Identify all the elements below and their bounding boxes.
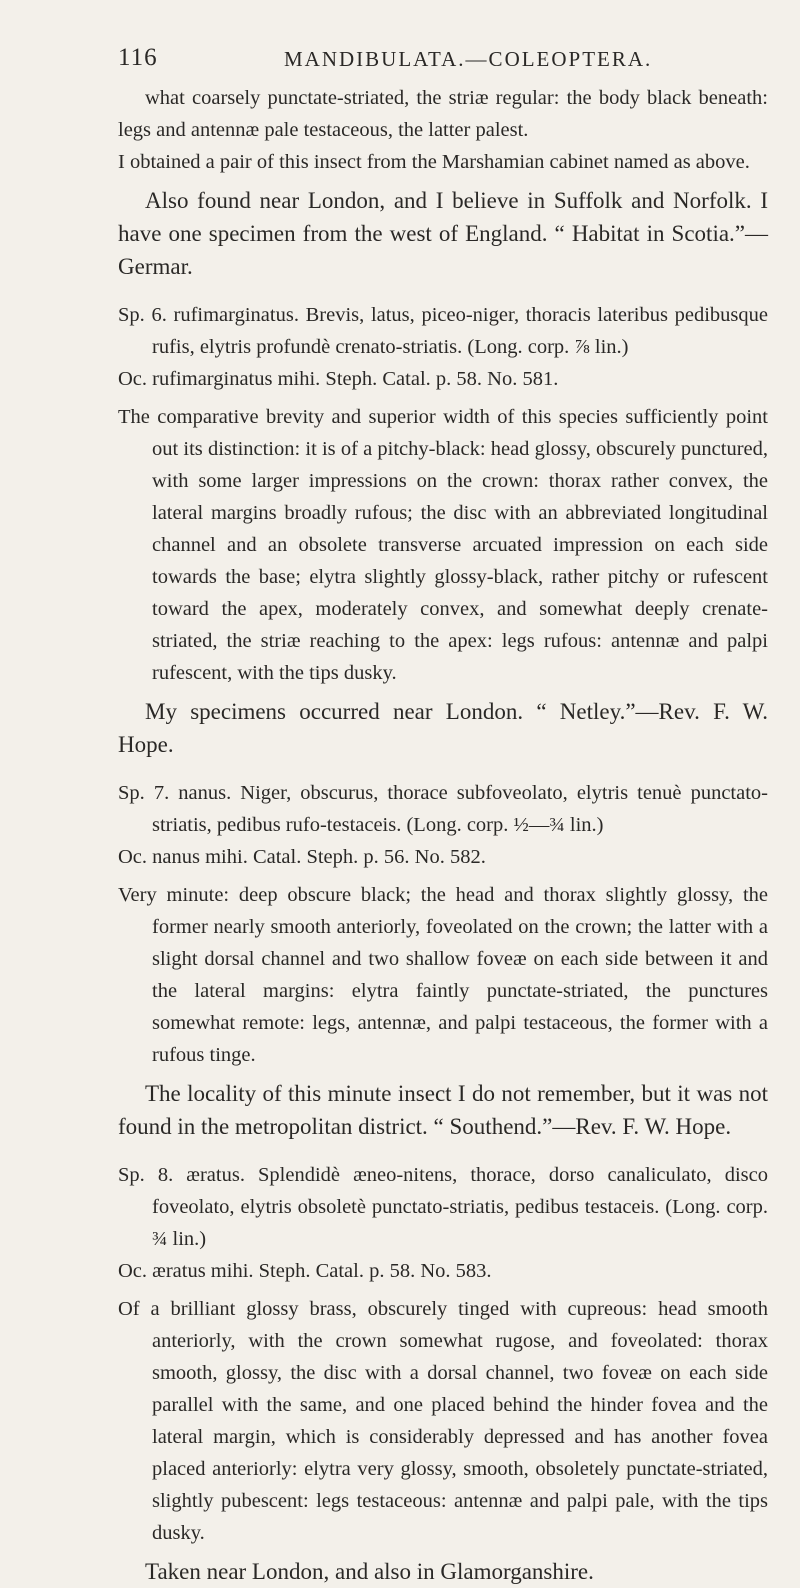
page-header (118, 44, 760, 74)
running-title: MANDIBULATA.—COLEOPTERA. (284, 47, 653, 71)
paragraph-continuation: what coarsely punctate-striated, the striæ regular: the body black beneath: legs and antennæ pale testaceous, the latter palest. (118, 87, 768, 141)
species-7-locality: The locality of this minute insect I do not remember, but it was not found in the metropolitan district. “ Southend.”—Rev. F. W. Hope. (118, 1081, 768, 1139)
paragraph-locality: Also found near London, and I believe in Suffolk and Norfolk. I have one specimen from the west of England. “ Habitat in Scotia.”—Germar. (118, 188, 768, 279)
species-7-heading: Sp. 7. nanus. Niger, obscurus, thorace subfoveolato, elytris tenuè punctato-striatis, pedibus rufo-testaceis. (Long. corp. ½—¾ lin.) (118, 782, 768, 836)
species-7-synonym: Oc. nanus mihi. Catal. Steph. p. 56. No. 582. (118, 846, 486, 868)
species-6-heading: Sp. 6. rufimarginatus. Brevis, latus, piceo-niger, thoracis lateribus pedibusque rufis, elytris profundè crenato-striatis. (Long. corp. ⅞ lin.) (118, 304, 768, 358)
species-8-heading: Sp. 8. æratus. Splendidè æneo-nitens, thorace, dorso canaliculato, disco foveolato, elytris obsoletè punctato-striatis, pedibus testaceis. (Long. corp. ¾ lin.) (118, 1164, 768, 1250)
species-8-locality: Taken near London, and also in Glamorganshire. (145, 1559, 594, 1584)
species-6-synonym: Oc. rufimarginatus mihi. Steph. Catal. p. 58. No. 581. (118, 368, 559, 390)
species-6-locality: My specimens occurred near London. “ Netley.”—Rev. F. W. Hope. (118, 699, 768, 757)
paragraph-source-note: I obtained a pair of this insect from the Marshamian cabinet named as above. (118, 151, 750, 173)
species-8-description: Of a brilliant glossy brass, obscurely tinged with cupreous: head smooth anteriorly, with the crown somewhat rugose, and foveolated: thorax smooth, glossy, the disc with a dorsal channel, two foveæ on each side parallel with the same, and one placed behind the hinder fovea and the lateral margin, which is considerably depressed and has another fovea placed anteriorly: elytra very glossy, smooth, obsoletely punctate-striated, slightly pubescent: legs testaceous: antennæ and palpi pale, with the tips dusky. (118, 1298, 768, 1544)
species-6-description: The comparative brevity and superior width of this species sufficiently point out its distinction: it is of a pitchy-black: head glossy, obscurely punctured, with some larger impressions on the crown: thorax rather convex, the lateral margins broadly rufous; the disc with an abbreviated longitudinal channel and an obsolete transverse arcuated impression on each side towards the base; elytra slightly glossy-black, rather pitchy or rufescent toward the apex, moderately convex, and somewhat deeply crenate-striated, the striæ reaching to the apex: legs rufous: antennæ and palpi rufescent, with the tips dusky. (118, 406, 768, 684)
species-8-synonym: Oc. æratus mihi. Steph. Catal. p. 58. No. 583. (118, 1260, 492, 1282)
page-body (118, 82, 768, 1588)
species-7-description: Very minute: deep obscure black; the head and thorax slightly glossy, the former nearly smooth anteriorly, foveolated on the crown; the latter with a slight dorsal channel and two shallow foveæ on each side between it and the lateral margins: elytra faintly punctate-striated, the punctures somewhat remote: legs, antennæ, and palpi testaceous, the former with a rufous tinge. (118, 884, 768, 1066)
page-number: 116 (118, 44, 158, 71)
